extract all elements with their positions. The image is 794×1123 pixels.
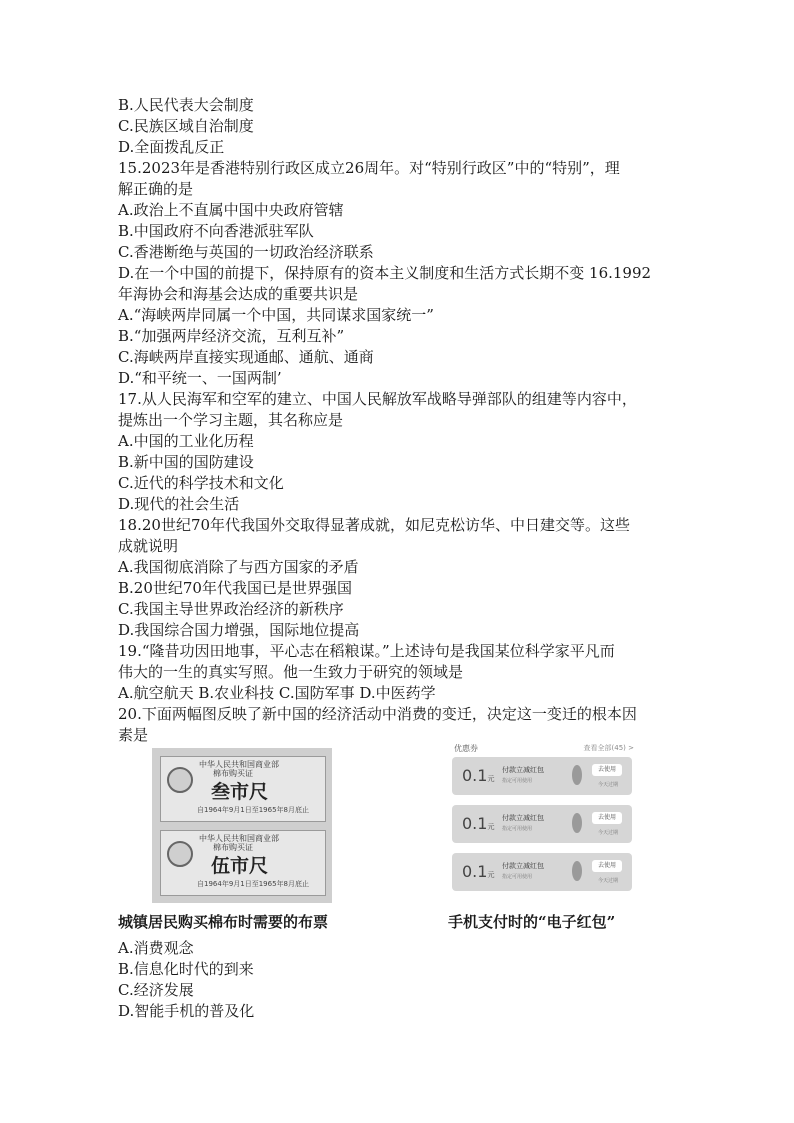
text-line: 成就说明 xyxy=(118,537,179,555)
text-line: 解正确的是 xyxy=(118,180,194,198)
ticket-header: 中华人民共和国商业部 xyxy=(199,834,279,843)
ticket-amount: 伍市尺 xyxy=(211,855,269,877)
coupon-desc: 指定可用使用 xyxy=(502,826,533,832)
cloth-ration-ticket-photo xyxy=(152,748,332,903)
ration-ticket xyxy=(160,756,326,822)
ticket-subheader: 棉布购买证 xyxy=(213,769,253,778)
coupon-card xyxy=(452,757,632,795)
figure-caption-left: 城镇居民购买棉布时需要的布票 xyxy=(118,913,329,931)
text-line: 20.下面两幅图反映了新中国的经济活动中消费的变迁，决定这一变迁的根本因 xyxy=(118,705,637,723)
coupon-desc: 指定可用使用 xyxy=(502,778,533,784)
ration-ticket xyxy=(160,830,326,896)
coupon-name: 付款立减红包 xyxy=(502,862,544,870)
text-line: C.近代的科学技术和文化 xyxy=(118,474,284,492)
figure-caption-right: 手机支付时的“电子红包” xyxy=(448,913,616,931)
ticket-validity: 自1964年9月1日至1965年8月底止 xyxy=(197,806,309,814)
text-line: C.民族区域自治制度 xyxy=(118,117,254,135)
text-line: 17.从人民海军和空军的建立、中国人民解放军战略导弹部队的组建等内容中， xyxy=(118,390,637,408)
coupon-card xyxy=(452,853,632,891)
coupon-amount: 0.1元 xyxy=(462,814,495,833)
coupon-desc: 指定可用使用 xyxy=(502,874,533,880)
figures-row xyxy=(118,744,678,938)
text-line: B.“加强两岸经济交流，互利互补” xyxy=(118,327,345,345)
question-text-block xyxy=(118,95,678,746)
coupon-expiry: 今天过期 xyxy=(598,782,619,788)
coupon-name: 付款立减红包 xyxy=(502,814,544,822)
text-line: A.政治上不直属中国中央政府管辖 xyxy=(118,201,344,219)
coupon-list-title: 优惠券 xyxy=(454,744,478,753)
coupon-amount: 0.1元 xyxy=(462,862,495,881)
text-line: A.中国的工业化历程 xyxy=(118,432,254,450)
coupon-expiry: 今天过期 xyxy=(598,878,619,884)
text-line: B.信息化时代的到来 xyxy=(118,960,254,978)
text-line: D.现代的社会生活 xyxy=(118,495,240,513)
text-line: C.经济发展 xyxy=(118,981,194,999)
text-line: A.消费观念 xyxy=(118,939,194,957)
use-coupon-button: 去使用 xyxy=(592,764,622,776)
text-line: C.海峡两岸直接实现通邮、通航、通商 xyxy=(118,348,374,366)
text-line: D.智能手机的普及化 xyxy=(118,1002,255,1020)
text-line: A.航空航天 B.农业科技 C.国防军事 D.中医药学 xyxy=(118,684,436,702)
text-line: 15.2023年是香港特别行政区成立26周年。对“特别行政区”中的“特别”，理 xyxy=(118,159,620,177)
text-line: 提炼出一个学习主题，其名称应是 xyxy=(118,411,344,429)
text-line: C.香港断绝与英国的一切政治经济联系 xyxy=(118,243,374,261)
leaf-icon xyxy=(572,861,582,881)
document-page xyxy=(118,95,678,1022)
text-line: D.全面拨乱反正 xyxy=(118,138,225,156)
text-line: D.我国综合国力增强，国际地位提高 xyxy=(118,621,360,639)
coupon-card xyxy=(452,805,632,843)
text-line: D.“和平统一、一国两制’ xyxy=(118,369,282,387)
text-line: 年海协会和海基会达成的重要共识是 xyxy=(118,285,359,303)
text-line: C.我国主导世界政治经济的新秩序 xyxy=(118,600,344,618)
text-line: 18.20世纪70年代我国外交取得显著成就，如尼克松访华、中日建交等。这些 xyxy=(118,516,631,534)
text-line: 伟大的一生的真实写照。他一生致力于研究的领域是 xyxy=(118,663,464,681)
text-line: 19.“隆昔功因田地事，平心志在稻粮谋。”上述诗句是我国某位科学家平凡而 xyxy=(118,642,615,660)
text-line: B.人民代表大会制度 xyxy=(118,96,254,114)
text-line: A.“海峡两岸同属一个中国，共同谋求国家统一” xyxy=(118,306,434,324)
text-line: A.我国彻底消除了与西方国家的矛盾 xyxy=(118,558,359,576)
use-coupon-button: 去使用 xyxy=(592,860,622,872)
text-line: B.中国政府不向香港派驻军队 xyxy=(118,222,314,240)
coupon-amount: 0.1元 xyxy=(462,766,495,785)
ticket-header: 中华人民共和国商业部 xyxy=(199,760,279,769)
e-red-packet-screenshot xyxy=(448,743,638,903)
answer-options-block xyxy=(118,938,678,1022)
leaf-icon xyxy=(572,765,582,785)
national-emblem-icon xyxy=(167,767,193,793)
ticket-validity: 自1964年9月1日至1965年8月底止 xyxy=(197,880,309,888)
leaf-icon xyxy=(572,813,582,833)
coupon-name: 付款立减红包 xyxy=(502,766,544,774)
text-line: B.20世纪70年代我国已是世界强国 xyxy=(118,579,352,597)
ticket-amount: 叁市尺 xyxy=(211,781,269,803)
ticket-subheader: 棉布购买证 xyxy=(213,843,253,852)
text-line: B.新中国的国防建设 xyxy=(118,453,254,471)
coupon-expiry: 今天过期 xyxy=(598,830,619,836)
text-line: D.在一个中国的前提下，保持原有的资本主义制度和生活方式长期不变 16.1992 xyxy=(118,264,652,282)
use-coupon-button: 去使用 xyxy=(592,812,622,824)
national-emblem-icon xyxy=(167,841,193,867)
text-line: 素是 xyxy=(118,726,149,744)
view-all-link: 查看全部(45) > xyxy=(583,744,634,752)
